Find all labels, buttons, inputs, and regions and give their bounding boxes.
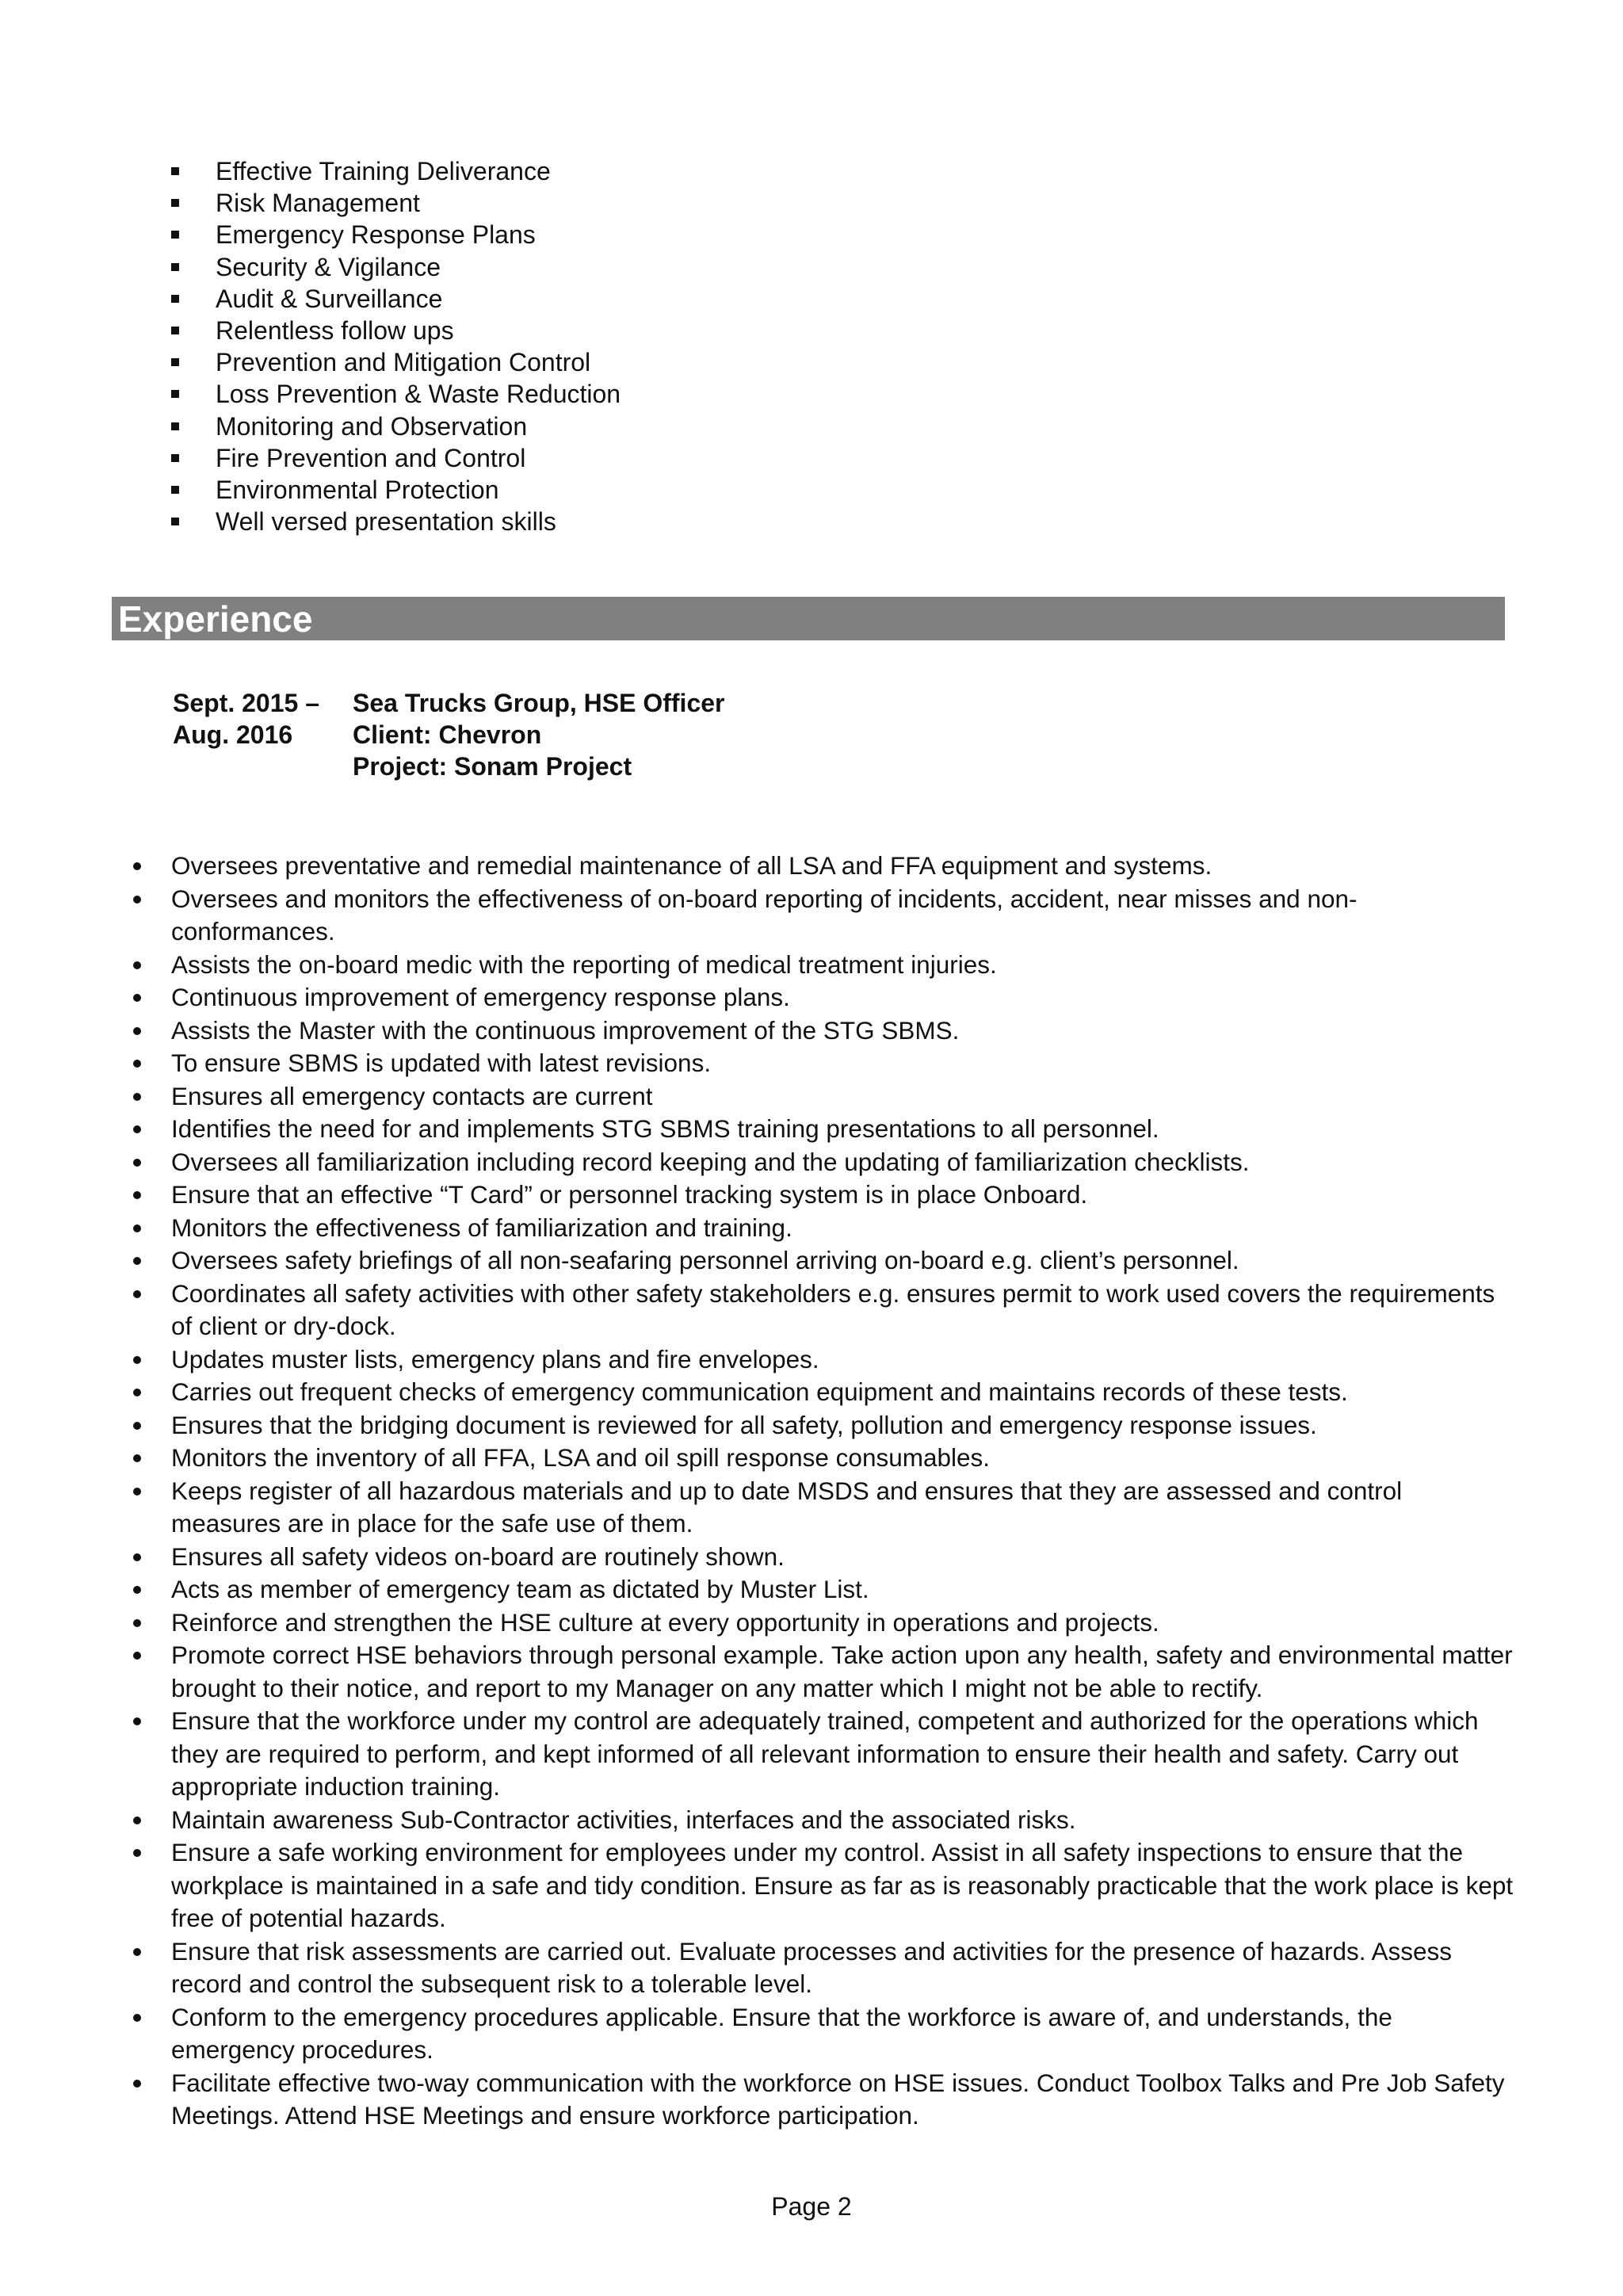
duty-text: Identifies the need for and implements STG SBMS training presentations to all personnel. xyxy=(171,1114,1159,1143)
duty-text: Ensures that the bridging document is reviewed for all safety, pollution and emergency response issues. xyxy=(171,1410,1317,1439)
job-info xyxy=(353,687,724,782)
duty-item xyxy=(111,2067,1514,2133)
bullet-icon xyxy=(133,961,141,969)
bullet-icon xyxy=(133,1290,141,1298)
duty-item xyxy=(111,1146,1514,1179)
page-footer xyxy=(0,2191,1623,2222)
square-bullet-icon xyxy=(171,518,179,525)
duty-item xyxy=(111,1606,1514,1640)
skill-item xyxy=(166,187,621,219)
bullet-icon xyxy=(133,1586,141,1594)
skill-item xyxy=(166,378,621,410)
duty-text: Conform to the emergency procedures applicable. Ensure that the workforce is aware of, and understands, the emergency procedures. xyxy=(171,2002,1392,2064)
job-client: Client: Chevron xyxy=(353,720,542,749)
duty-text: Ensures all safety videos on-board are routinely shown. xyxy=(171,1541,785,1571)
skill-text: Effective Training Deliverance xyxy=(216,157,551,185)
duty-item xyxy=(111,1014,1514,1048)
skill-item xyxy=(166,442,621,474)
skill-item xyxy=(166,411,621,442)
bullet-icon xyxy=(133,1125,141,1133)
duty-text: Oversees preventative and remedial maintenance of all LSA and FFA equipment and systems. xyxy=(171,851,1212,880)
skill-text: Risk Management xyxy=(216,189,420,218)
duty-text: Keeps register of all hazardous materials and up to date MSDS and ensures that they are assessed and control measures are in place for the safe use of them. xyxy=(171,1476,1403,1538)
square-bullet-icon xyxy=(171,422,179,430)
skill-item xyxy=(166,283,621,315)
duty-item xyxy=(111,1541,1514,1574)
duty-item xyxy=(111,850,1514,883)
skill-text: Audit & Surveillance xyxy=(216,284,443,313)
duty-text: To ensure SBMS is updated with latest revisions. xyxy=(171,1049,712,1077)
duty-item xyxy=(111,1343,1514,1377)
duty-text: Oversees all familiarization including record keeping and the updating of familiarization checklists. xyxy=(171,1147,1250,1176)
duty-item xyxy=(111,1409,1514,1442)
duty-item xyxy=(111,1244,1514,1278)
bullet-icon xyxy=(133,1717,141,1725)
square-bullet-icon xyxy=(171,327,179,334)
duty-text: Assists the Master with the continuous improvement of the STG SBMS. xyxy=(171,1015,960,1045)
duty-item xyxy=(111,1047,1514,1080)
skill-text: Environmental Protection xyxy=(216,475,499,504)
bullet-icon xyxy=(133,1060,141,1068)
duty-item xyxy=(111,1804,1514,1837)
skill-text: Emergency Response Plans xyxy=(216,220,536,250)
duty-item xyxy=(111,1376,1514,1409)
square-bullet-icon xyxy=(171,263,179,271)
page-number: Page 2 xyxy=(771,2192,852,2221)
duty-item xyxy=(111,1179,1514,1212)
skill-item xyxy=(166,474,621,506)
bullet-icon xyxy=(133,994,141,1002)
skills-list xyxy=(166,155,621,537)
square-bullet-icon xyxy=(171,199,179,207)
duty-text: Ensure that risk assessments are carried out. Evaluate processes and activities for the presence of hazards. Assess record and control the subsequent risk to a tolerable level. xyxy=(171,1936,1453,1998)
skill-text: Fire Prevention and Control xyxy=(216,443,526,472)
skill-item xyxy=(166,251,621,283)
duty-item xyxy=(111,1113,1514,1146)
skill-item xyxy=(166,346,621,378)
job-project: Project: Sonam Project xyxy=(353,752,632,781)
skill-text: Relentless follow ups xyxy=(216,315,454,345)
bullet-icon xyxy=(133,1389,141,1396)
duty-text: Updates muster lists, emergency plans and fire envelopes. xyxy=(171,1344,819,1373)
skill-item xyxy=(166,155,621,187)
square-bullet-icon xyxy=(171,167,179,175)
duty-text: Monitors the inventory of all FFA, LSA and oil spill response consumables. xyxy=(171,1443,991,1472)
duty-text: Coordinates all safety activities with other safety stakeholders e.g. ensures permit to work used covers the requirements of client or dry-dock. xyxy=(171,1278,1495,1340)
duty-text: Oversees safety briefings of all non-seafaring personnel arriving on-board e.g. client’s personnel. xyxy=(171,1246,1239,1274)
duty-item xyxy=(111,1573,1514,1606)
square-bullet-icon xyxy=(171,358,179,366)
job-dates xyxy=(173,687,355,751)
square-bullet-icon xyxy=(171,390,179,398)
duty-text: Maintain awareness Sub-Contractor activities, interfaces and the associated risks. xyxy=(171,1805,1076,1834)
job-date-end: Aug. 2016 xyxy=(173,720,293,749)
bullet-icon xyxy=(133,1159,141,1167)
duty-item xyxy=(111,1935,1514,2001)
bullet-icon xyxy=(133,2080,141,2088)
duty-item xyxy=(111,1080,1514,1114)
bullet-icon xyxy=(133,1422,141,1430)
bullet-icon xyxy=(133,1257,141,1265)
skill-text: Well versed presentation skills xyxy=(216,507,556,537)
skill-text: Security & Vigilance xyxy=(216,252,441,281)
duty-item xyxy=(111,1475,1514,1541)
duty-text: Promote correct HSE behaviors through personal example. Take action upon any health, safety and environmental matter brought to their notice, and report to my Manager on any matter which I might not be able to rectify. xyxy=(171,1641,1513,1702)
duty-text: Acts as member of emergency team as dictated by Muster List. xyxy=(171,1575,869,1603)
duty-text: Oversees and monitors the effectiveness of on-board reporting of incidents, accident, near misses and non-conformances. xyxy=(171,884,1358,946)
square-bullet-icon xyxy=(171,231,179,239)
bullet-icon xyxy=(133,1356,141,1364)
duty-text: Assists the on-board medic with the reporting of medical treatment injuries. xyxy=(171,949,997,979)
skill-text: Loss Prevention & Waste Reduction xyxy=(216,380,621,409)
bullet-icon xyxy=(133,1619,141,1627)
bullet-icon xyxy=(133,1652,141,1660)
duty-item xyxy=(111,981,1514,1014)
duty-item xyxy=(111,2001,1514,2067)
bullet-icon xyxy=(133,1454,141,1462)
duty-text: Ensures all emergency contacts are current xyxy=(171,1081,653,1110)
bullet-icon xyxy=(133,2014,141,2022)
bullet-icon xyxy=(133,896,141,904)
skill-text: Prevention and Mitigation Control xyxy=(216,348,591,377)
duty-item xyxy=(111,1836,1514,1935)
square-bullet-icon xyxy=(171,295,179,303)
skill-item xyxy=(166,219,621,250)
skill-item xyxy=(166,506,621,537)
bullet-icon xyxy=(133,1817,141,1824)
duty-text: Carries out frequent checks of emergency communication equipment and maintains records of these tests. xyxy=(171,1377,1348,1406)
skill-text: Monitoring and Observation xyxy=(216,411,528,441)
skill-item xyxy=(166,315,621,346)
section-title: Experience xyxy=(118,598,313,640)
duty-item xyxy=(111,1212,1514,1245)
job-employer-role: Sea Trucks Group, HSE Officer xyxy=(353,689,725,717)
duty-item xyxy=(111,1278,1514,1343)
duty-text: Ensure that the workforce under my control are adequately trained, competent and authorized for the operations which they are required to perform, and kept informed of all relevant information to ensure their health and safety. Carry out appropriate induction training. xyxy=(171,1706,1479,1801)
duty-item xyxy=(111,1639,1514,1705)
bullet-icon xyxy=(133,862,141,870)
duty-item xyxy=(111,949,1514,982)
bullet-icon xyxy=(133,1093,141,1101)
duty-text: Ensure a safe working environment for employees under my control. Assist in all safety inspections to ensure that the workplace is maintained in a safe and tidy condition. Ensure as far as is reasonably practicable that the work place is kept free of potential hazards. xyxy=(171,1838,1514,1932)
job-date-start: Sept. 2015 – xyxy=(173,689,319,717)
duty-text: Ensure that an effective “T Card” or personnel tracking system is in place Onboard. xyxy=(171,1180,1088,1209)
bullet-icon xyxy=(133,1553,141,1561)
square-bullet-icon xyxy=(171,454,179,462)
bullet-icon xyxy=(133,1191,141,1199)
duty-item xyxy=(111,1705,1514,1804)
duty-item xyxy=(111,1442,1514,1475)
duty-text: Reinforce and strengthen the HSE culture at every opportunity in operations and projects. xyxy=(171,1607,1159,1637)
duty-text: Facilitate effective two-way communication with the workforce on HSE issues. Conduct Toolbox Talks and Pre Job Safety Meetings. Attend HSE Meetings and ensure workforce participation. xyxy=(171,2068,1505,2130)
bullet-icon xyxy=(133,1948,141,1956)
bullet-icon xyxy=(133,1027,141,1035)
duty-item xyxy=(111,883,1514,949)
duty-text: Continuous improvement of emergency response plans. xyxy=(171,983,790,1011)
square-bullet-icon xyxy=(171,486,179,494)
duties-list xyxy=(111,850,1514,2133)
bullet-icon xyxy=(133,1488,141,1496)
bullet-icon xyxy=(133,1849,141,1857)
bullet-icon xyxy=(133,1224,141,1232)
duty-text: Monitors the effectiveness of familiarization and training. xyxy=(171,1213,792,1242)
experience-section-header xyxy=(112,597,1505,640)
